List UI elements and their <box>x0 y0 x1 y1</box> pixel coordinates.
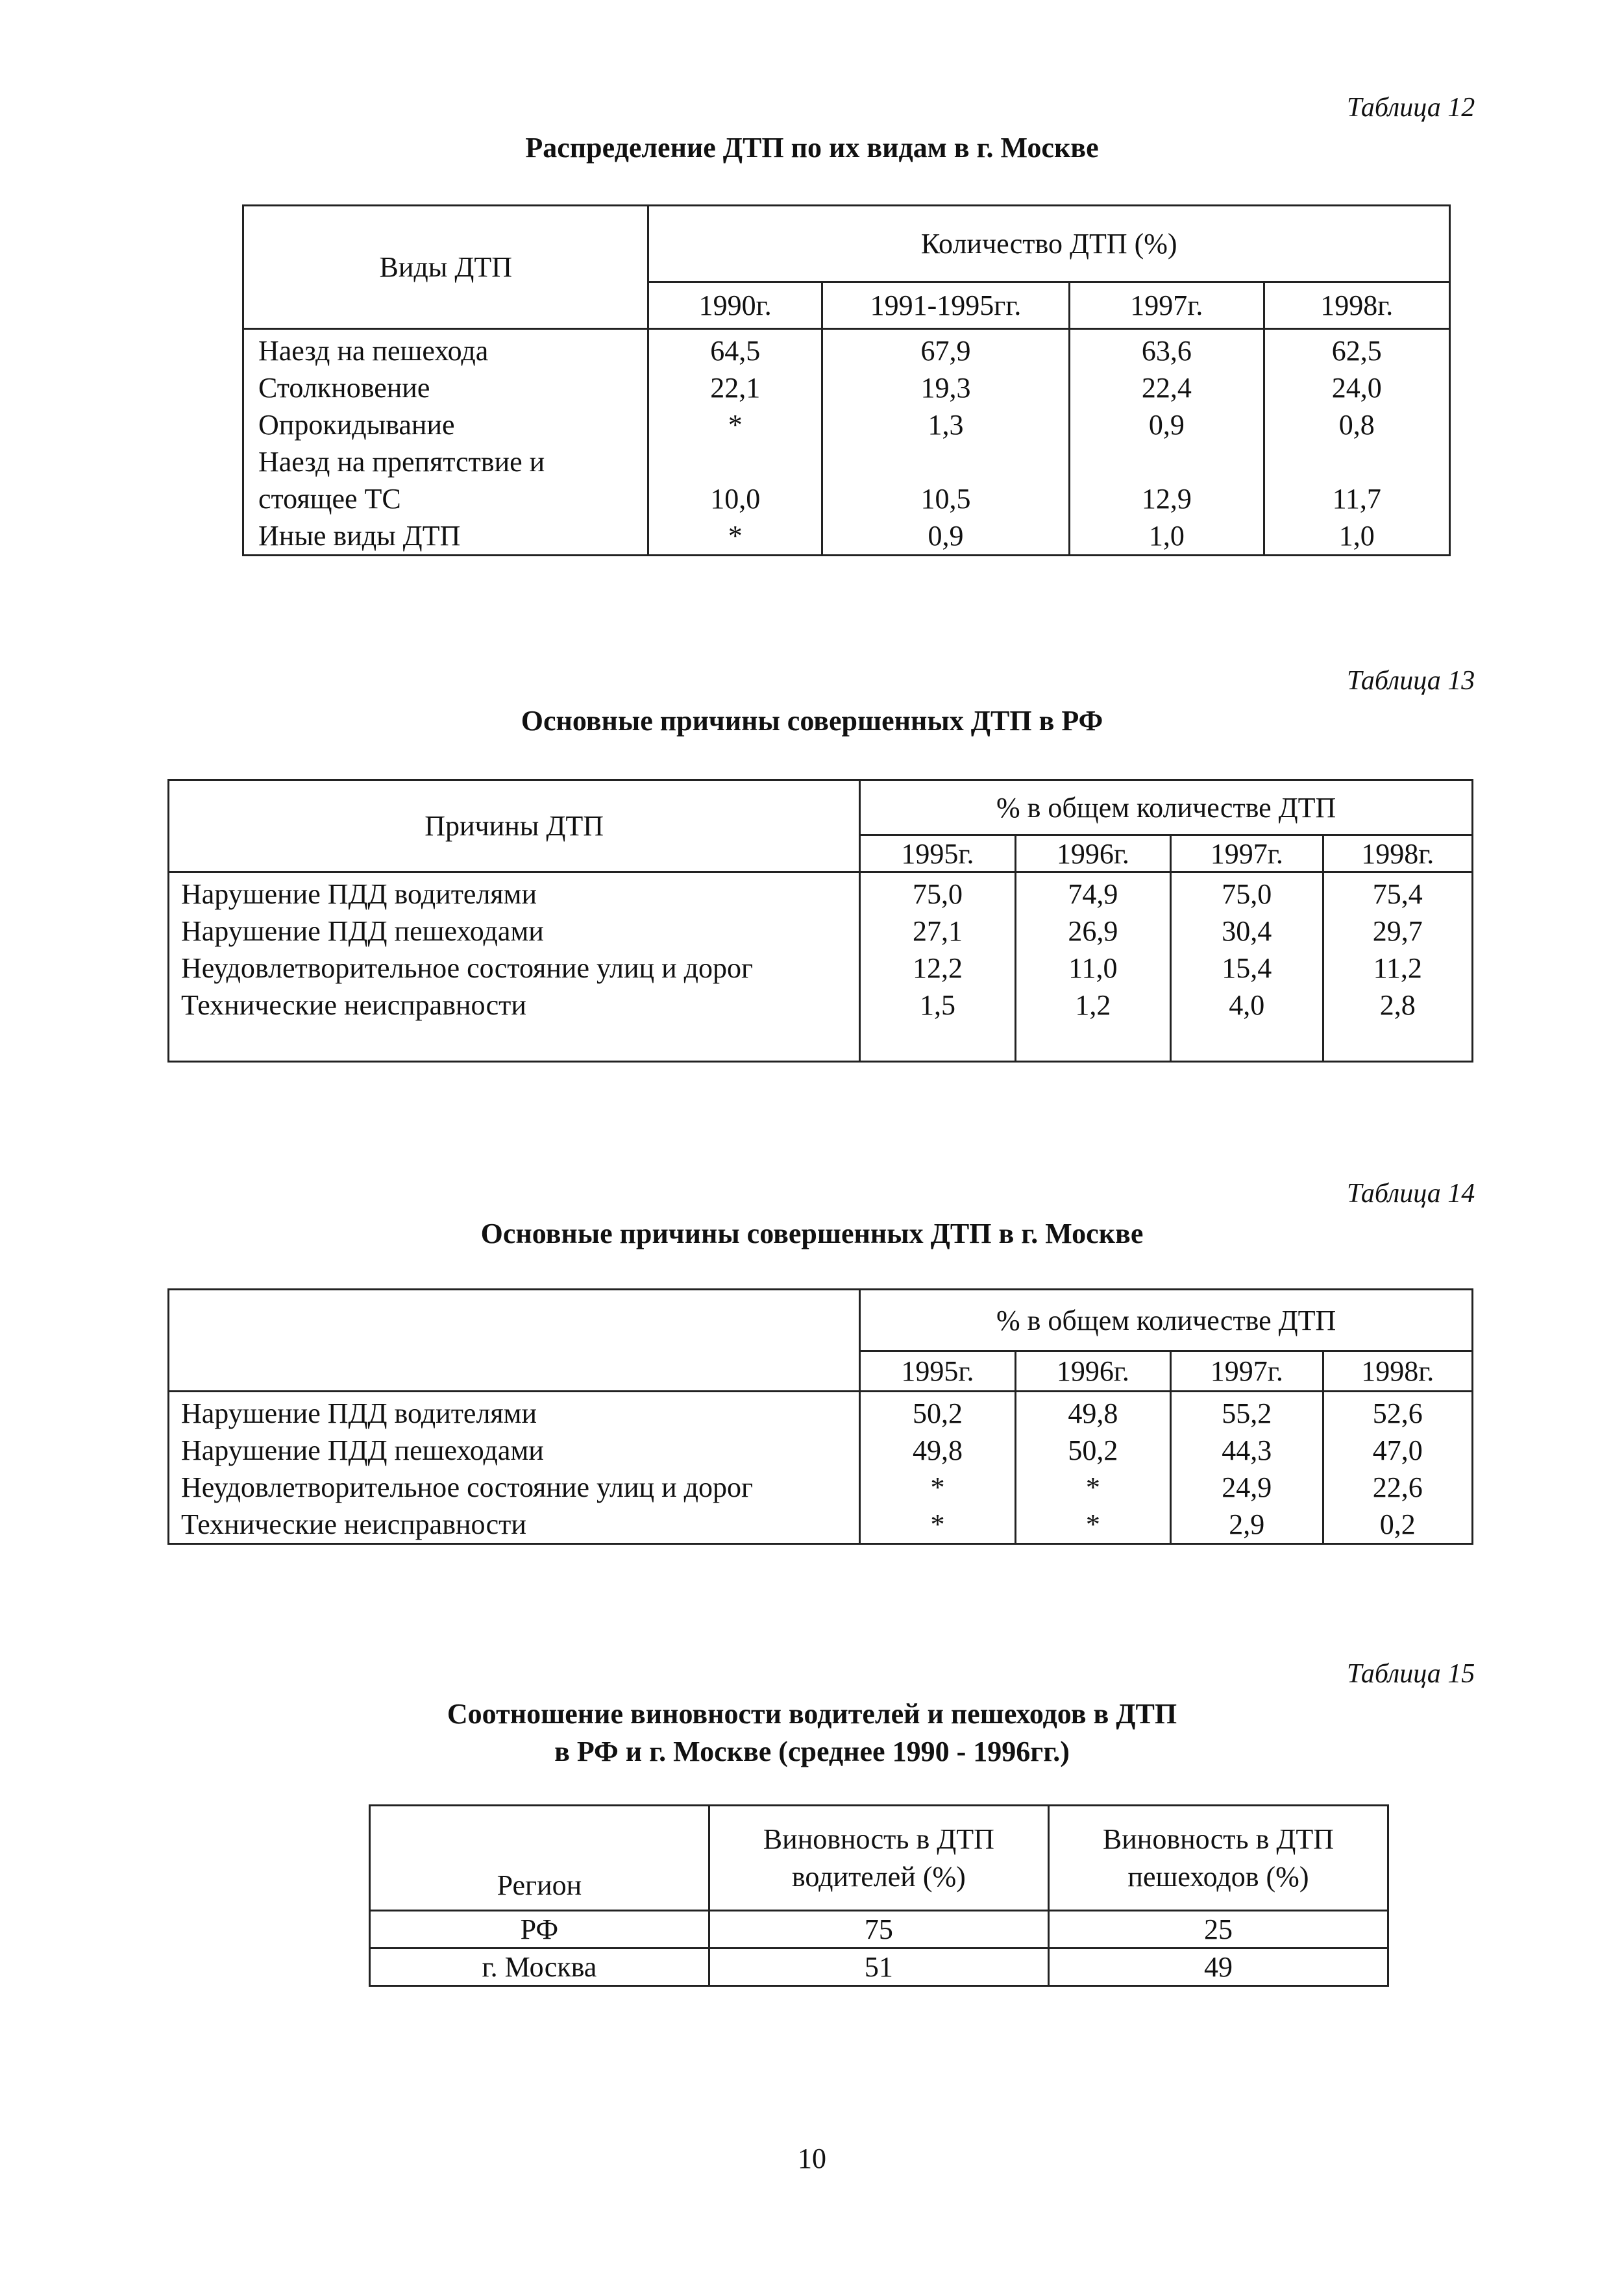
table-14-empty-header <box>169 1290 860 1392</box>
table-12-year: 1990г. <box>648 282 822 329</box>
table-13-col-1996: 74,9 26,9 11,0 1,2 <box>1015 872 1170 1062</box>
table-15-title-line2: в РФ и г. Москве (среднее 1990 - 1996гг.) <box>554 1736 1070 1767</box>
table-14-labels <box>169 1392 860 1544</box>
table-12-col-1998: 62,5 24,0 0,8 11,7 1,0 <box>1264 329 1449 556</box>
table-14-number: Таблица 14 <box>1347 1179 1475 1209</box>
table-12-year: 1998г. <box>1264 282 1449 329</box>
row-label: Опрокидывание <box>258 409 455 441</box>
table-13-col-1997: 75,0 30,4 15,4 4,0 <box>1171 872 1323 1062</box>
table-14-body <box>169 1392 1473 1544</box>
table-12-number: Таблица 12 <box>1347 93 1475 123</box>
row-label: Нарушение ПДД водителями <box>181 1397 537 1429</box>
table-13-number: Таблица 13 <box>1347 666 1475 696</box>
row-label: Наезд на пешехода <box>258 335 489 367</box>
table-15-col-region: Регион <box>370 1806 709 1911</box>
row-label: Неудовлетворительное состояние улиц и дорог <box>181 1471 754 1503</box>
table-13-group-header: % в общем количестве ДТП <box>860 780 1473 835</box>
table-12-title: Распределение ДТП по их видам в г. Москве <box>525 132 1099 164</box>
table-15-col-pedestrians: Виновность в ДТП пешеходов (%) <box>1048 1806 1388 1911</box>
table-12-labels <box>243 329 648 556</box>
table-14-year: 1996г. <box>1015 1351 1170 1392</box>
table-14 <box>167 1288 1473 1545</box>
row-label: Столкновение <box>258 372 430 404</box>
row-label: Нарушение ПДД пешеходами <box>181 1434 544 1466</box>
row-label: Неудовлетворительное состояние улиц и дорог <box>181 952 754 984</box>
table-13-body <box>169 872 1473 1062</box>
row-label: Технические неисправности <box>181 989 526 1021</box>
table-12 <box>242 204 1451 556</box>
table-14-group-header: % в общем количестве ДТП <box>860 1290 1473 1351</box>
table-13-title: Основные причины совершенных ДТП в РФ <box>521 705 1103 737</box>
page-number: 10 <box>798 2143 826 2174</box>
table-14-year: 1998г. <box>1323 1351 1472 1392</box>
row-label: Наезд на препятствие и <box>258 446 545 478</box>
row-label: стоящее ТС <box>258 483 401 515</box>
row-label: Нарушение ПДД пешеходами <box>181 915 544 947</box>
table-12-body <box>243 329 1450 556</box>
table-15-title-line1: Соотношение виновности водителей и пешеходов в ДТП <box>447 1698 1177 1730</box>
table-15 <box>369 1804 1389 1987</box>
table-row: г. Москва 51 49 <box>370 1948 1388 1986</box>
table-12-col-1997: 63,6 22,4 0,9 12,9 1,0 <box>1070 329 1264 556</box>
table-14-col-1997: 55,2 44,3 24,9 2,9 <box>1171 1392 1323 1544</box>
table-13-col-1995: 75,0 27,1 12,2 1,5 <box>860 872 1015 1062</box>
table-14-col-1998: 52,6 47,0 22,6 0,2 <box>1323 1392 1472 1544</box>
table-13-col-1998: 75,4 29,7 11,2 2,8 <box>1323 872 1472 1062</box>
table-15-number: Таблица 15 <box>1347 1659 1475 1689</box>
row-label: Иные виды ДТП <box>258 520 461 552</box>
table-12-col-1991-1995: 67,9 19,3 1,3 10,5 0,9 <box>822 329 1069 556</box>
table-14-year: 1997г. <box>1171 1351 1323 1392</box>
table-12-year: 1991-1995гг. <box>822 282 1069 329</box>
table-15-col-drivers: Виновность в ДТП водителей (%) <box>709 1806 1048 1911</box>
table-13-row-header: Причины ДТП <box>169 780 860 872</box>
table-13 <box>167 779 1473 1063</box>
row-label: Нарушение ПДД водителями <box>181 878 537 910</box>
table-14-year: 1995г. <box>860 1351 1015 1392</box>
table-14-title: Основные причины совершенных ДТП в г. Москве <box>480 1218 1144 1249</box>
table-13-year: 1997г. <box>1171 835 1323 872</box>
table-12-col-1990: 64,5 22,1 * 10,0 * <box>648 329 822 556</box>
table-13-year: 1996г. <box>1015 835 1170 872</box>
table-14-col-1995: 50,2 49,8 * * <box>860 1392 1015 1544</box>
table-13-year: 1998г. <box>1323 835 1472 872</box>
row-label: Технические неисправности <box>181 1508 526 1540</box>
table-13-year: 1995г. <box>860 835 1015 872</box>
table-12-group-header: Количество ДТП (%) <box>648 206 1450 282</box>
table-row: РФ 75 25 <box>370 1911 1388 1948</box>
table-12-year: 1997г. <box>1070 282 1264 329</box>
table-14-col-1996: 49,8 50,2 * * <box>1015 1392 1170 1544</box>
table-13-labels <box>169 872 860 1062</box>
table-12-row-header: Виды ДТП <box>243 206 648 329</box>
